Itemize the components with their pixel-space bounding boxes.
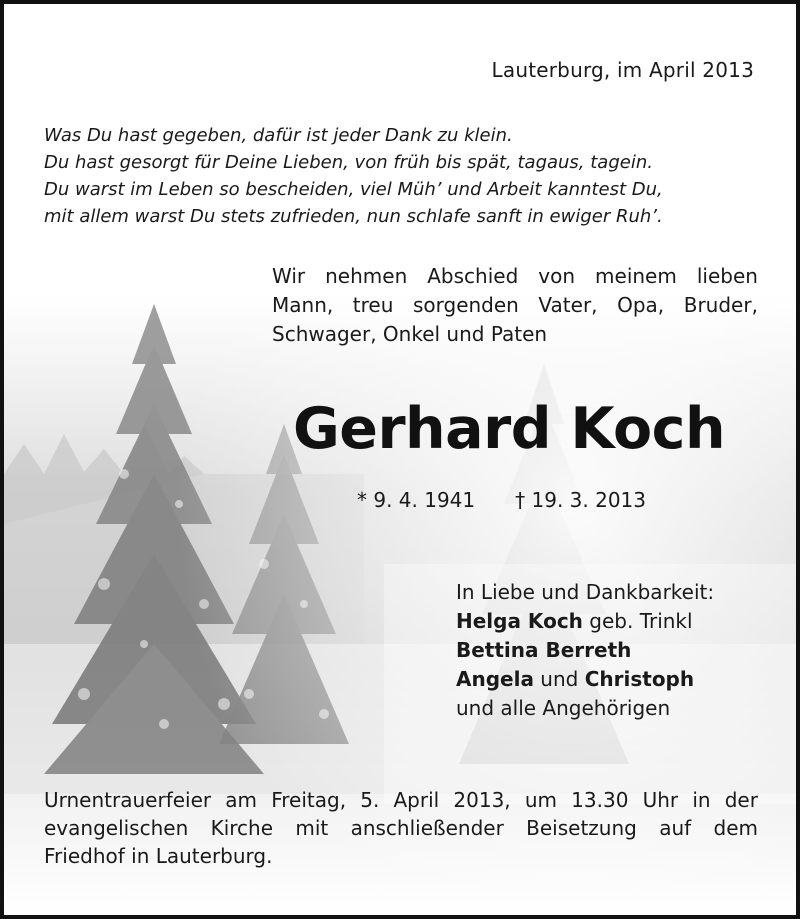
funeral-service-info (44, 786, 758, 870)
mourner (456, 636, 714, 665)
service-line (44, 814, 758, 842)
word: Urnentrauerfeier (44, 788, 212, 812)
birth-date: * 9. 4. 1941 (357, 488, 476, 512)
word: sorgenden (412, 293, 519, 317)
word: Freitag, (271, 788, 347, 812)
service-line (44, 786, 758, 814)
word: 13.30 (571, 788, 629, 812)
mourner-name: Bettina Berreth (456, 638, 632, 662)
word: Kirche (210, 816, 274, 840)
word: Bruder, (683, 293, 758, 317)
word: Uhr (642, 788, 679, 812)
word: meinem (595, 264, 677, 288)
notice-text (4, 4, 796, 915)
word: treu (352, 293, 394, 317)
word: Wir (272, 264, 306, 288)
word: von (538, 264, 576, 288)
memorial-poem (44, 122, 764, 230)
word: in (692, 788, 711, 812)
mourners (456, 578, 714, 723)
mourner-name: Angela (456, 667, 534, 691)
death-date: † 19. 3. 2013 (515, 488, 646, 512)
poem-line: Du hast gesorgt für Deine Lieben, von früh bis spät, tagaus, tagein. (44, 152, 653, 173)
mourner-note: geb. Trinkl (582, 609, 693, 633)
mourner-name: Helga Koch (456, 609, 583, 633)
word: um (524, 788, 557, 812)
mourner-relatives: und alle Angehörigen (456, 696, 671, 720)
word: dem (713, 816, 758, 840)
word: Mann, (272, 293, 334, 317)
mourner-name: Christoph (584, 667, 695, 691)
word: Beisetzung (526, 816, 637, 840)
farewell-intro (272, 262, 758, 349)
word: Opa, (617, 293, 665, 317)
poem-line: mit allem warst Du stets zufrieden, nun schlafe sanft in ewiger Ruh’. (44, 206, 663, 227)
intro-line: Schwager, Onkel und Paten (272, 322, 548, 346)
word: anschließender (350, 816, 504, 840)
intro-line (272, 262, 758, 291)
word: April (393, 788, 440, 812)
mourner (456, 665, 714, 694)
service-line: Friedhof in Lauterburg. (44, 844, 273, 868)
mourner (456, 607, 714, 636)
word: lieben (696, 264, 758, 288)
deceased-name: Gerhard Koch (293, 396, 726, 462)
word: 2013, (453, 788, 511, 812)
word: 5. (360, 788, 380, 812)
word: evangelischen (44, 816, 189, 840)
word: Abschied (427, 264, 519, 288)
word: Vater, (538, 293, 598, 317)
word: auf (659, 816, 692, 840)
word: der (724, 788, 758, 812)
place-and-date: Lauterburg, im April 2013 (491, 58, 754, 82)
word: nehmen (325, 264, 408, 288)
life-dates (357, 488, 646, 512)
conjunction: und (533, 667, 585, 691)
mourners-heading: In Liebe und Dankbarkeit: (456, 580, 715, 604)
word: mit (295, 816, 329, 840)
poem-line: Was Du hast gegeben, dafür ist jeder Dank zu klein. (44, 125, 513, 146)
word: am (225, 788, 258, 812)
intro-line (272, 291, 758, 320)
poem-line: Du warst im Leben so bescheiden, viel Müh’ und Arbeit kanntest Du, (44, 179, 663, 200)
